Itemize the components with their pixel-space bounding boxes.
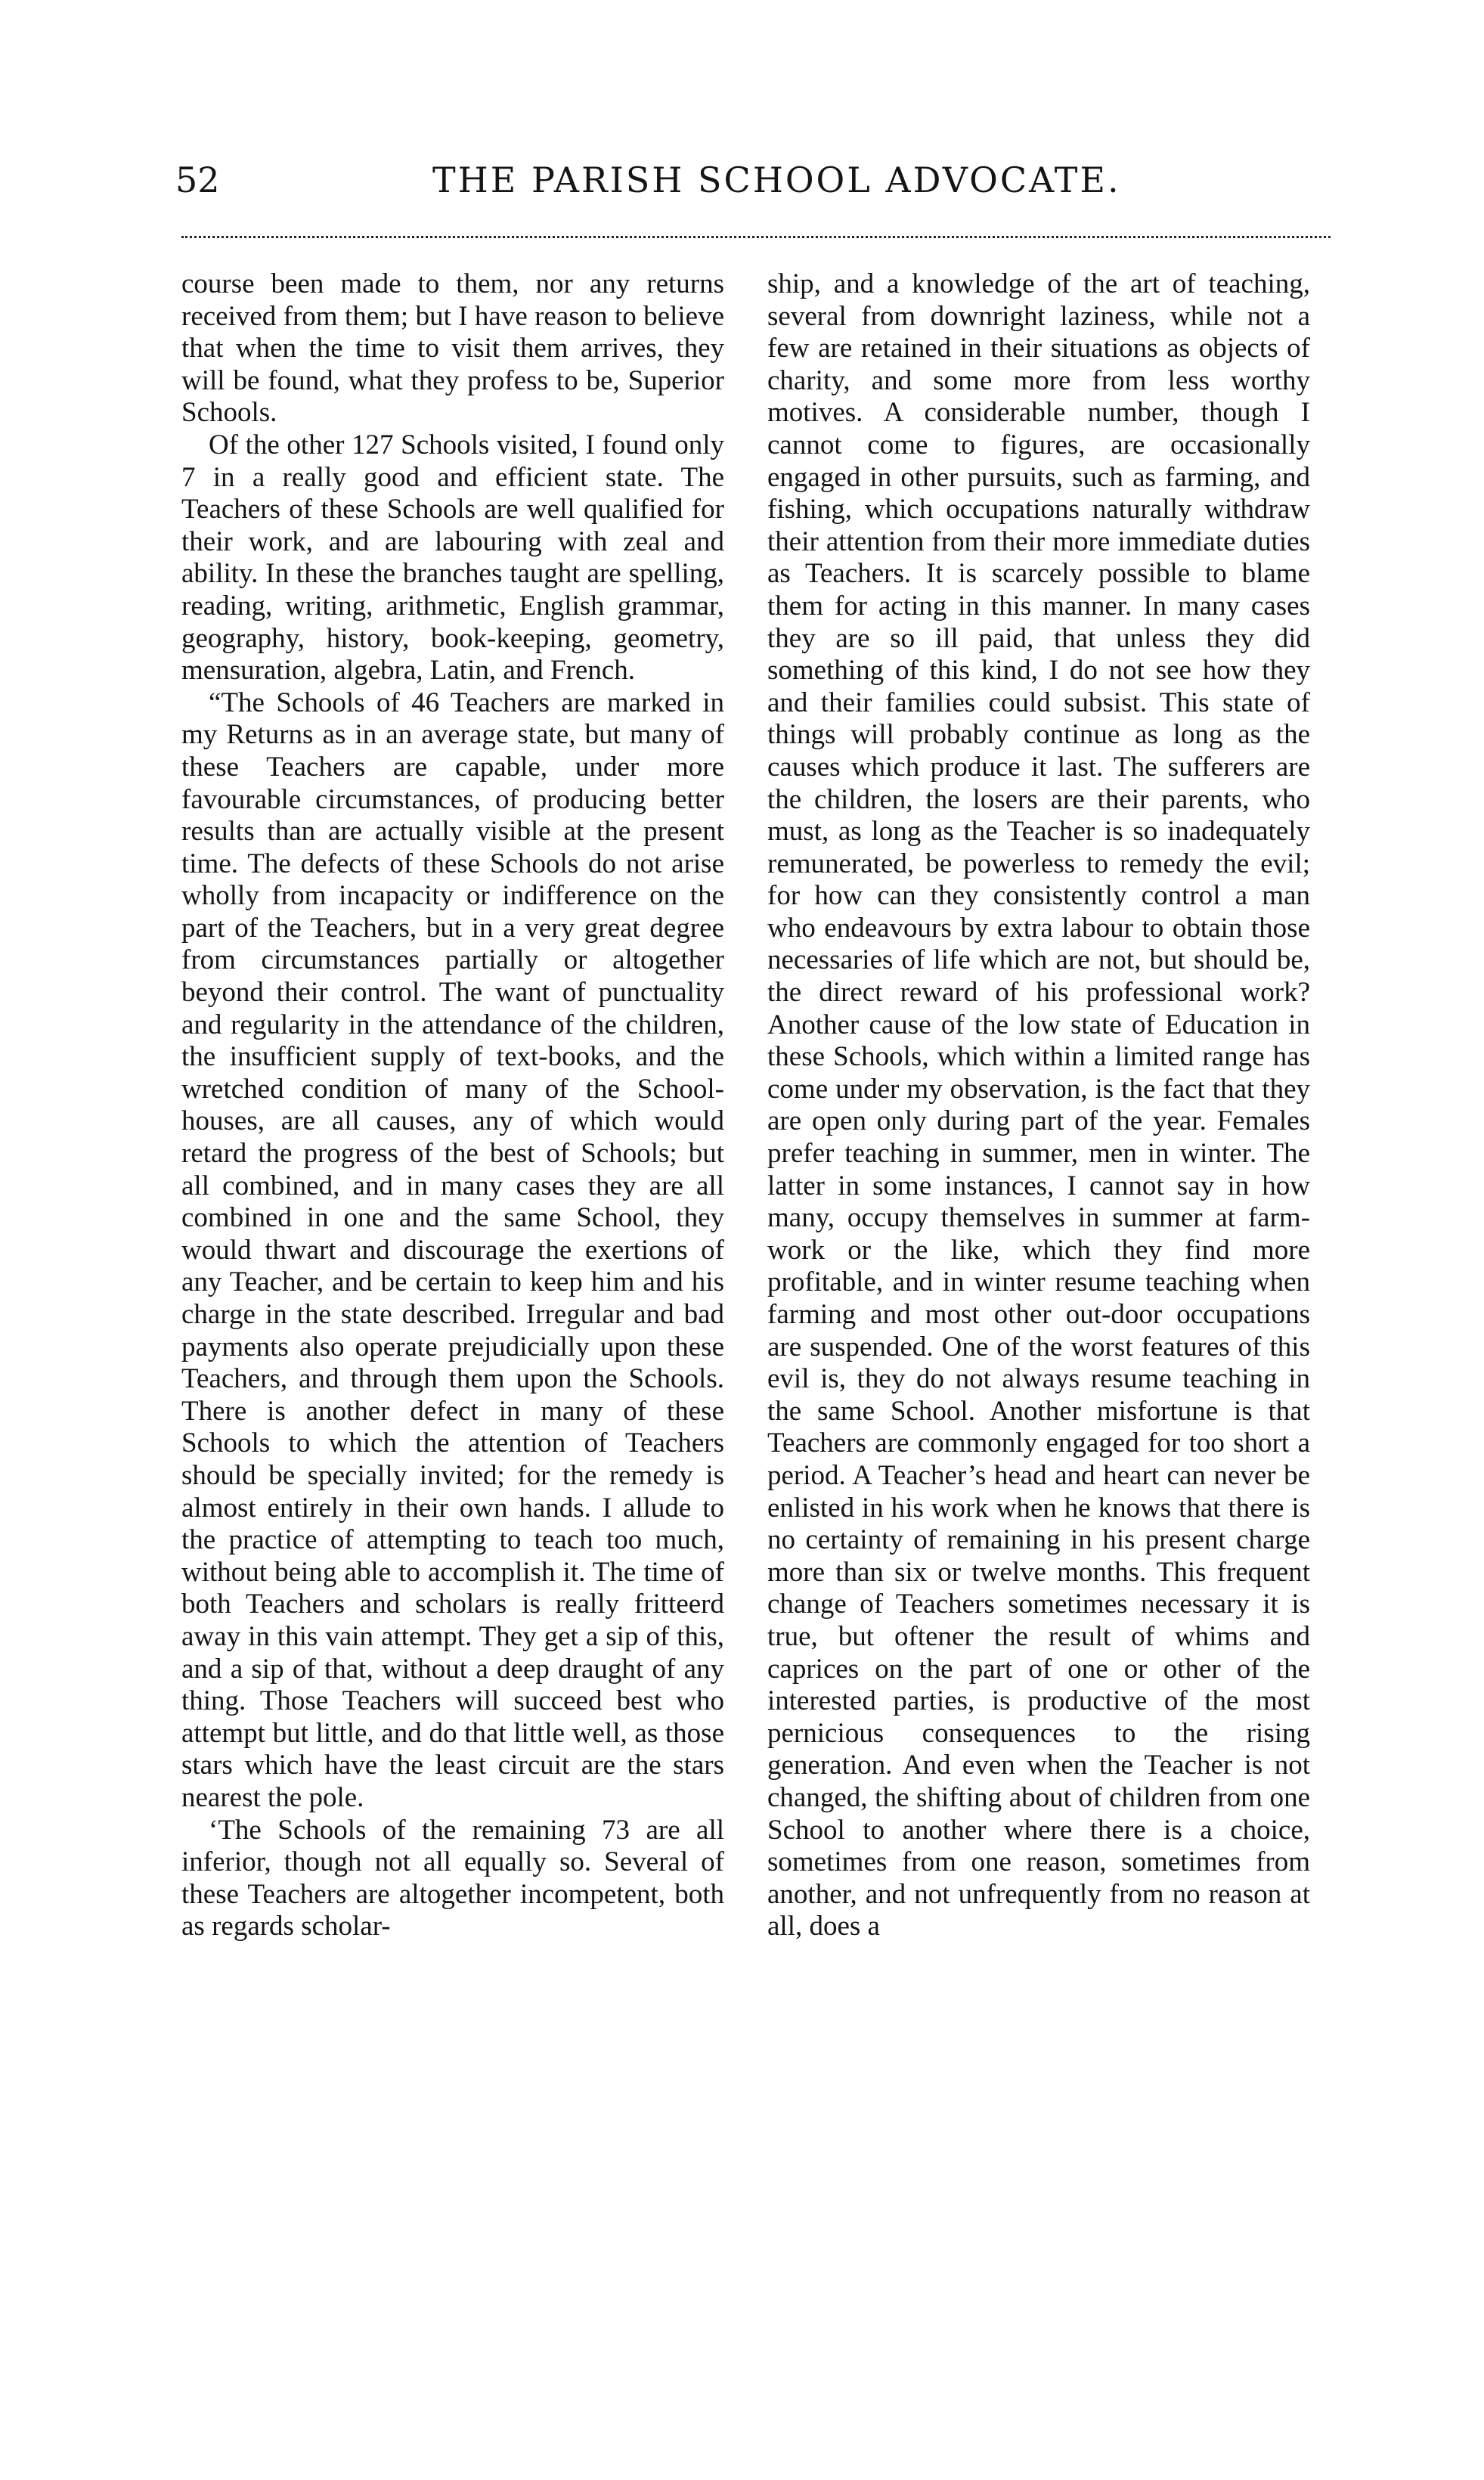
left-column <box>181 268 724 1943</box>
paragraph: ‘The Schools of the remaining 73 are all inferior, though not all equally so. Several of these Teachers are altogether incompetent, both as regards scholar- <box>181 1814 724 1942</box>
paragraph: ship, and a knowledge of the art of teaching, several from downright laziness, while not a few are retained in their situations as objects of charity, and some more from less worthy motives. A considerable number, though I cannot come to figures, are occasionally engaged in other pursuits, such as farming, and fishing, which occupations naturally withdraw their attention from their more immediate duties as Teachers. It is scarcely possible to blame them for acting in this manner. In many cases they are so ill paid, that unless they did something of this kind, I do not see how they and their families could subsist. This state of things will probably continue as long as the causes which produce it last. The sufferers are the children, the losers are their parents, who must, as long as the Teacher is so inadequately remunerated, be powerless to remedy the evil; for how can they consistently control a man who endeavours by extra labour to obtain those necessaries of life which are not, but should be, the direct reward of his professional work? Another cause of the low state of Education in these Schools, which within a limited range has come under my observation, is the fact that they are open only during part of the year. Females prefer teaching in summer, men in winter. The latter in some instances, I cannot say in how many, occupy themselves in summer at farm-work or the like, which they find more profitable, and in winter resume teaching when farming and most other out-door occupations are suspended. One of the worst features of this evil is, they do not always resume teaching in the same School. Another misfortune is that Teachers are commonly engaged for too short a period. A Teacher’s head and heart can never be enlisted in his work when he knows that there is no certainty of remaining in his present charge more than six or twelve months. This frequent change of Teachers sometimes necessary it is true, but oftener the result of whims and caprices on the part of one or other of the interested parties, is productive of the most pernicious consequences to the rising generation. And even when the Teacher is not changed, the shifting about of children from one School to another where there is a choice, sometimes from one reason, sometimes from another, and not unfrequently from no reason at all, does a <box>767 268 1310 1942</box>
paragraph: “The Schools of 46 Teachers are marked in my Returns as in an average state, but many of these Teachers are capable, under more favourable circumstances, of producing better results than are actually visible at the present time. The defects of these Schools do not arise wholly from incapacity or indifference on the part of the Teachers, but in a very great degree from circumstances partially or altogether beyond their control. The want of punctuality and regularity in the attendance of the children, the insufficient supply of text-books, and the wretched condition of many of the School-houses, are all causes, any of which would retard the progress of the best of Schools; but all combined, and in many cases they are all combined in one and the same School, they would thwart and discourage the exertions of any Teacher, and be certain to keep him and his charge in the state described. Irregular and bad payments also operate prejudicially upon these Teachers, and through them upon the Schools. There is another defect in many of these Schools to which the attention of Teachers should be specially invited; for the remedy is almost entirely in their own hands. I allude to the practice of attempting to teach too much, without being able to accomplish it. The time of both Teachers and scholars is really fritteerd away in this vain attempt. They get a sip of this, and a sip of that, without a deep draught of any thing. Those Teachers will succeed best who attempt but little, and do that little well, as those stars which have the least circuit are the stars nearest the pole. <box>181 687 724 1813</box>
paragraph: Of the other 127 Schools visited, I found only 7 in a really good and efficient state. The Teachers of these Schools are well qualified for their work, and are labouring with zeal and ability. In these the branches taught are spelling, reading, writing, arithmetic, English grammar, geography, history, book-keeping, geometry, mensuration, algebra, Latin, and French. <box>181 429 724 687</box>
page-number: 52 <box>175 160 220 200</box>
paragraph: course been made to them, nor any returns received from them; but I have reason to believe that when the time to visit them arrives, they will be found, what they profess to be, Superior Schools. <box>181 268 724 429</box>
running-title: THE PARISH SCHOOL ADVOCATE. <box>432 160 1121 200</box>
header-rule <box>181 236 1331 238</box>
right-column <box>767 268 1310 1943</box>
page-header <box>175 157 1309 218</box>
